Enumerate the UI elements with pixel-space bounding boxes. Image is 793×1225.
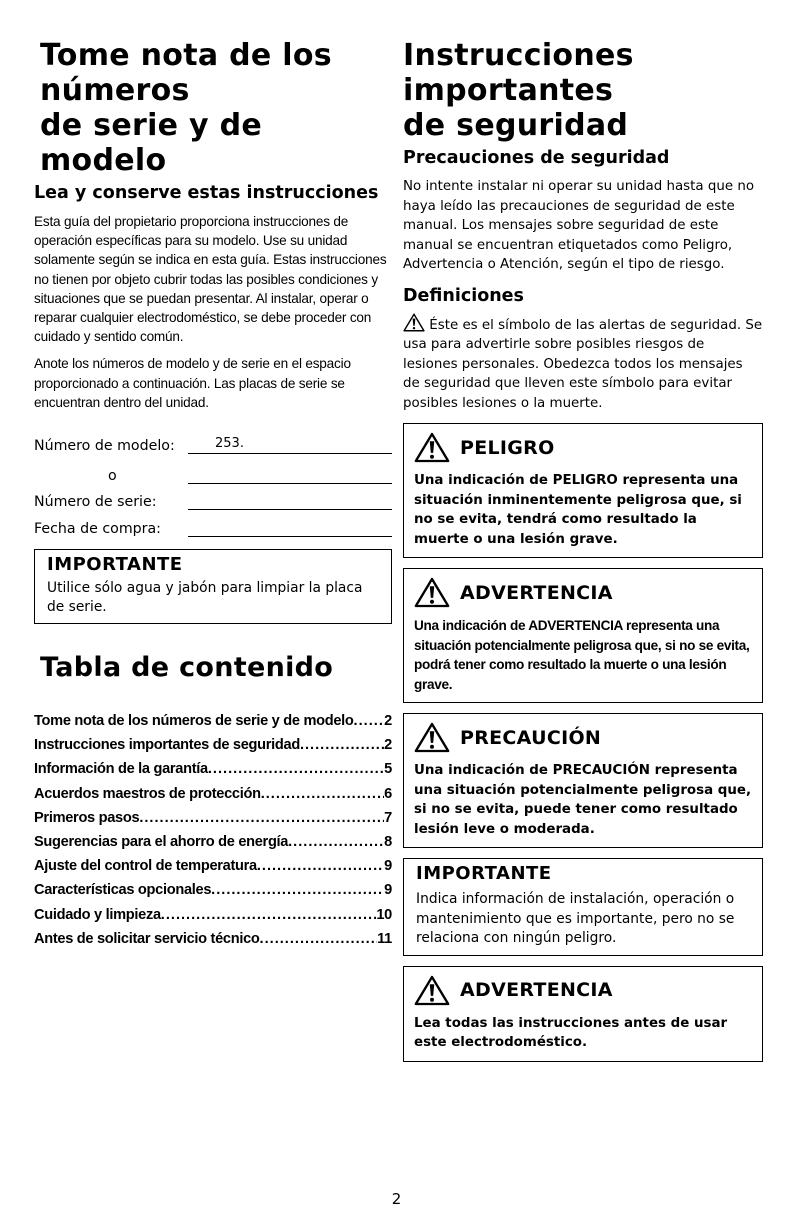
intro-paragraph: Esta guía del propietario proporciona instrucciones de operación específicas para su modelo. Use su unidad solamente según se indica en esta guía. Estas instrucciones no tienen por objeto cubrir todas las posibles condiciones y situaciones que se puedan presentar. Al instalar, operar o reparar cualquier electrodoméstico, se debe proceder con cuidado y sentido común. <box>34 214 387 345</box>
toc-item-page: 11 <box>377 930 392 947</box>
model-number-label: Número de modelo: <box>34 438 175 455</box>
warning-read-box <box>403 966 763 1062</box>
toc-item[interactable] <box>34 733 392 757</box>
precautions-paragraph: No intente instalar ni operar su unidad hasta que no haya leído las precauciones de seguridad de este manual. Los mensajes sobre seguridad de este manual se encuentran etiquetados como Peligro, Advertencia o Atención, según el tipo de riesgo. <box>403 179 755 272</box>
definitions-subtitle: Definiciones <box>403 285 524 306</box>
important-info-box <box>403 858 763 956</box>
toc-leader <box>139 806 384 830</box>
model-number-line[interactable] <box>188 436 392 454</box>
right-column <box>403 38 763 1072</box>
toc-item-title: Características opcionales <box>34 882 212 899</box>
toc-leader <box>208 757 384 781</box>
toc-item[interactable] <box>34 709 392 733</box>
toc-item[interactable] <box>34 806 392 830</box>
toc-item-title: Instrucciones importantes de seguridad <box>34 737 300 754</box>
toc-title: Tabla de contenido <box>40 652 334 684</box>
warning-header <box>414 577 752 608</box>
toc-item-title: Tome nota de los números de serie y de modelo <box>34 713 354 730</box>
toc-leader <box>300 733 384 757</box>
toc-item-title: Cuidado y limpieza <box>34 906 161 923</box>
safety-title <box>403 38 763 143</box>
toc-item-page: 7 <box>384 809 392 826</box>
toc-item[interactable] <box>34 830 392 854</box>
toc-leader <box>288 830 384 854</box>
serial-model-title <box>34 38 392 178</box>
toc-leader <box>260 927 378 951</box>
toc-item-title: Acuerdos maestros de protección <box>34 785 261 802</box>
toc-item[interactable] <box>34 878 392 902</box>
toc-item-title: Sugerencias para el ahorro de energía <box>34 834 289 851</box>
toc-item-title: Antes de solicitar servicio técnico <box>34 930 260 947</box>
toc-item-page: 5 <box>384 761 392 778</box>
purchase-date-label: Fecha de compra: <box>34 521 161 538</box>
safety-alert-icon <box>414 432 450 463</box>
model-number-field[interactable] <box>34 426 392 454</box>
title-line-2: de serie y de modelo <box>40 108 263 178</box>
important-box-title: IMPORTANTE <box>47 554 183 576</box>
toc-item[interactable] <box>34 927 392 951</box>
danger-box <box>403 423 763 558</box>
purchase-date-line[interactable] <box>188 519 392 537</box>
toc-item-title: Información de la garantía <box>34 761 208 778</box>
table-of-contents <box>34 709 392 951</box>
warning-title: ADVERTENCIA <box>460 581 613 604</box>
serial-number-line[interactable] <box>188 492 392 510</box>
caution-title: PRECAUCIÓN <box>460 726 602 749</box>
toc-item-page: 9 <box>384 882 392 899</box>
definitions-paragraph <box>403 313 763 414</box>
serial-number-label: Número de serie: <box>34 494 157 511</box>
record-numbers-paragraph: Anote los números de modelo y de serie en el espacio proporcionado a continuación. Las placas de serie se encuentran dentro del unidad. <box>34 356 351 410</box>
safety-alert-icon <box>414 975 450 1006</box>
toc-leader <box>354 709 385 733</box>
toc-item-title: Ajuste del control de temperatura <box>34 858 257 875</box>
important-box-text: Utilice sólo agua y jabón para limpiar la placa de serie. <box>47 580 363 616</box>
safety-precautions-subtitle: Precauciones de seguridad <box>403 148 670 168</box>
or-field[interactable] <box>34 454 392 484</box>
toc-leader <box>257 854 384 878</box>
warning-read-header <box>414 975 752 1006</box>
toc-item[interactable] <box>34 903 392 927</box>
caution-header <box>414 722 752 753</box>
toc-item[interactable] <box>34 854 392 878</box>
important-box <box>34 549 392 624</box>
toc-item-page: 9 <box>384 858 392 875</box>
toc-item-page: 2 <box>384 713 392 730</box>
safety-alert-icon <box>414 577 450 608</box>
record-fields <box>34 426 392 537</box>
safety-alert-icon <box>403 313 425 332</box>
toc-item-title: Primeros pasos <box>34 809 140 826</box>
definitions-text: Éste es el símbolo de las alertas de seguridad. Se usa para advertirle sobre posibles riesgos de lesiones personales. Obedezca todos los mensajes de seguridad que lleven este símbolo para evitar posibles lesiones o la muerte. <box>403 317 763 411</box>
warning-read-text: Lea todas las instrucciones antes de usar este electrodoméstico. <box>414 1015 728 1050</box>
toc-item[interactable] <box>34 757 392 781</box>
important-info-text: Indica información de instalación, operación o mantenimiento que es importante, pero no se relaciona con ningún peligro. <box>416 891 735 946</box>
title-line-2: de seguridad <box>403 108 629 143</box>
title-line-1: Instrucciones importantes <box>403 38 634 108</box>
toc-item-page: 8 <box>384 834 392 851</box>
alt-number-line[interactable] <box>188 466 392 484</box>
warning-box <box>403 568 763 703</box>
caution-text: Una indicación de PRECAUCIÓN representa una situación potencialmente peligrosa que, si no se evita, puede tener como resultado lesión leve o moderada. <box>414 763 752 837</box>
purchase-date-field[interactable] <box>34 510 392 537</box>
danger-text: Una indicación de PELIGRO representa una situación inminentemente peligrosa que, si no se evita, tendrá como resultado la muerte o una lesión grave. <box>414 473 742 547</box>
or-label: o <box>108 468 117 485</box>
toc-item-page: 10 <box>376 906 392 923</box>
toc-item-page: 2 <box>384 737 392 754</box>
keep-instructions-subtitle: Lea y conserve estas instrucciones <box>34 183 379 203</box>
toc-leader <box>211 878 384 902</box>
page-number: 2 <box>391 1190 402 1208</box>
toc-item-page: 6 <box>384 785 392 802</box>
toc-item[interactable] <box>34 782 392 806</box>
toc-leader <box>261 782 384 806</box>
important-info-title: IMPORTANTE <box>416 863 552 884</box>
left-column <box>34 38 392 951</box>
danger-title: PELIGRO <box>460 436 555 459</box>
toc-leader <box>161 903 377 927</box>
title-line-1: Tome nota de los números <box>40 38 332 108</box>
danger-header <box>414 432 752 463</box>
caution-box <box>403 713 763 848</box>
serial-number-field[interactable] <box>34 484 392 510</box>
warning-read-title: ADVERTENCIA <box>460 979 613 1001</box>
warning-text: Una indicación de ADVERTENCIA representa una situación potencialmente peligrosa que, si no se evita, podrá tener como resultado la muerte o una lesión grave. <box>414 618 750 692</box>
safety-alert-icon <box>414 722 450 753</box>
model-number-prefix: 253. <box>215 436 244 452</box>
